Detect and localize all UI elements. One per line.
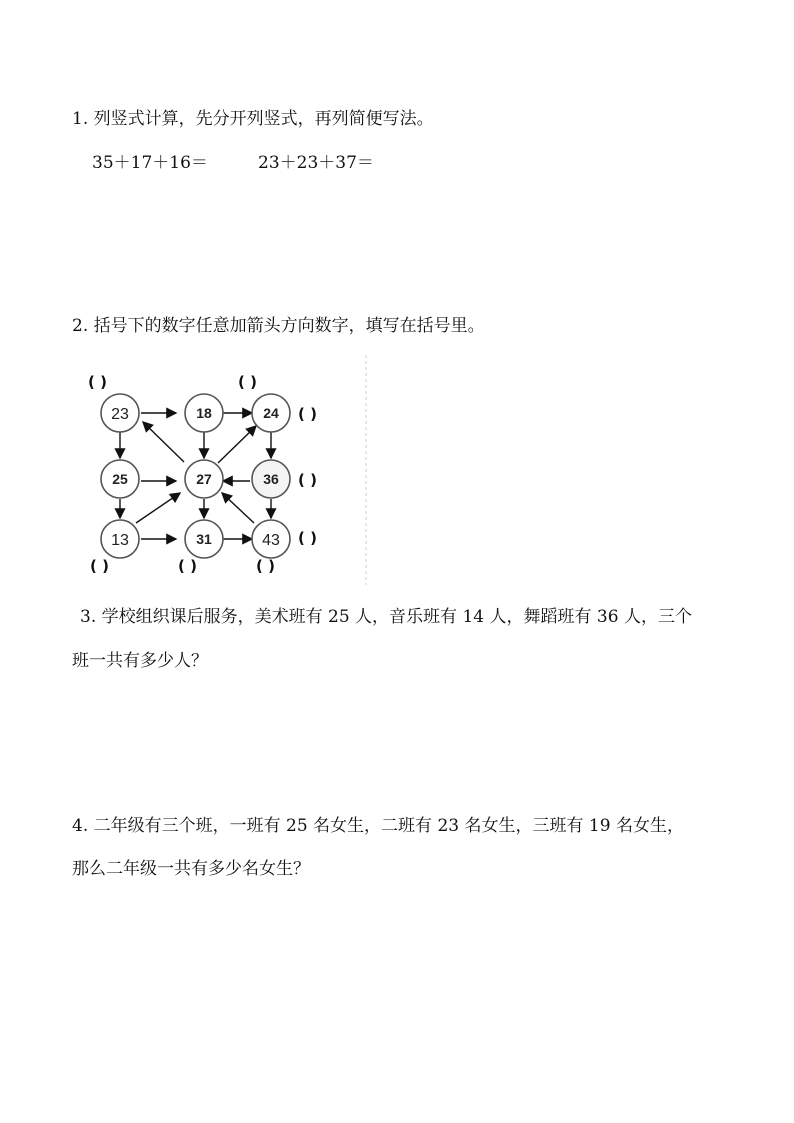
node-label-31: 31	[196, 531, 212, 547]
arrow-43-to-27	[222, 493, 254, 523]
question-3-line-2: 班一共有多少人？	[72, 651, 208, 671]
answer-blank-bottom-left[interactable]: ( )	[90, 557, 109, 575]
answer-blank-bottom-middle[interactable]: ( )	[178, 557, 197, 575]
node-label-13: 13	[111, 532, 129, 549]
question-4-line-1: 4. 二年级有三个班，一班有 25 名女生，二班有 23 名女生，三班有 19 名女生，	[72, 816, 684, 836]
node-label-24: 24	[263, 405, 279, 421]
answer-blank-bottom-right[interactable]: ( )	[256, 557, 275, 575]
answer-blank-right-row3[interactable]: ( )	[298, 529, 317, 547]
question-1-prompt: 1. 列竖式计算，先分开列竖式，再列简便写法。	[72, 109, 434, 129]
node-label-36: 36	[263, 471, 279, 487]
question-1-expression-2: 23＋23＋37＝	[258, 153, 374, 173]
node-label-27: 27	[196, 471, 212, 487]
node-label-18: 18	[196, 405, 212, 421]
node-label-23: 23	[111, 406, 129, 423]
arrow-13-to-27	[136, 493, 180, 523]
question-3-line-1: 3. 学校组织课后服务，美术班有 25 人，音乐班有 14 人，舞蹈班有 36 人，三个	[80, 607, 692, 627]
answer-blank-right-row2[interactable]: ( )	[298, 471, 317, 489]
node-label-25: 25	[112, 471, 128, 487]
answer-blank-top-left[interactable]: ( )	[88, 373, 107, 391]
question-1-expression-1: 35＋17＋16＝	[92, 153, 208, 173]
question-4-line-2: 那么二年级一共有多少名女生？	[72, 859, 310, 879]
answer-blank-top-right[interactable]: ( )	[238, 373, 257, 391]
arrow-27-to-24	[218, 426, 256, 463]
node-label-43: 43	[262, 532, 280, 549]
answer-blank-right-row1[interactable]: ( )	[298, 405, 317, 423]
question-2-prompt: 2. 括号下的数字任意加箭头方向数字，填写在括号里。	[72, 316, 485, 336]
arrow-number-diagram	[80, 355, 380, 589]
arrow-27-to-23	[143, 422, 184, 462]
